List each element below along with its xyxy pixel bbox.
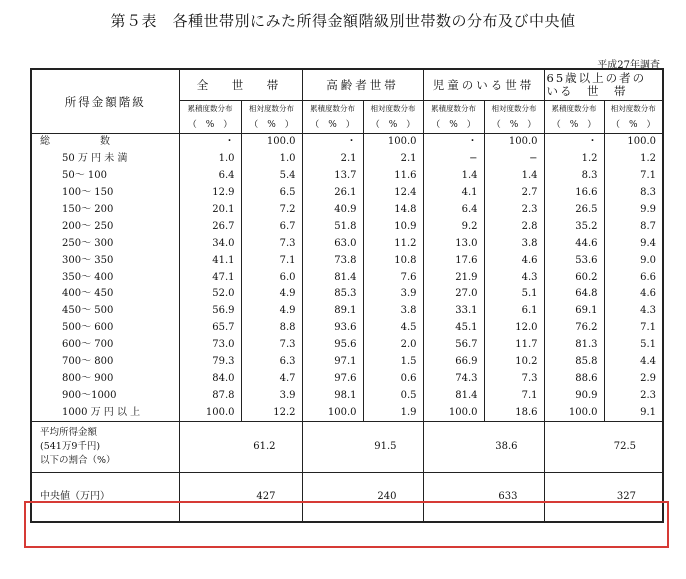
cell-value: 4.7 — [241, 370, 302, 387]
cell-value: ・ — [423, 134, 484, 151]
cell-value: ・ — [544, 134, 604, 151]
row-label: 350〜 400 — [31, 269, 179, 286]
cell-value: 26.5 — [544, 202, 604, 219]
cell-value: 6.1 — [484, 303, 544, 320]
cell-value: 26.7 — [179, 218, 241, 235]
cell-value: 5.1 — [484, 286, 544, 303]
cell-value: 69.1 — [544, 303, 604, 320]
cell-value: 88.6 — [544, 370, 604, 387]
cell-value: 100.0 — [363, 134, 423, 151]
cell-value: 84.0 — [179, 370, 241, 387]
row-label: 150〜 200 — [31, 202, 179, 219]
cell-value: 12.0 — [484, 320, 544, 337]
cell-value: 7.1 — [484, 387, 544, 404]
row-label: 1000 万 円 以 上 — [31, 404, 179, 421]
cell-value: 1.2 — [544, 151, 604, 168]
cell-value: 41.1 — [179, 252, 241, 269]
cell-value: 7.1 — [604, 320, 663, 337]
table-row — [31, 370, 663, 387]
cell-value: 8.3 — [604, 185, 663, 202]
cell-value: 93.6 — [302, 320, 363, 337]
table-row — [31, 252, 663, 269]
row-label: 600〜 700 — [31, 337, 179, 354]
cell-value: 97.1 — [302, 354, 363, 371]
average-value-child: 38.6 — [423, 422, 544, 473]
table-row — [31, 235, 663, 252]
cell-value: 3.8 — [363, 303, 423, 320]
cell-value: 1.9 — [363, 404, 423, 421]
median-label: 中央値（万円） — [31, 473, 179, 523]
cell-value: 13.0 — [423, 235, 484, 252]
median-row — [31, 473, 663, 523]
unit-label: （ % ） — [544, 117, 604, 134]
average-label: 平均所得金額 (541万9千円) 以下の割合（%） — [31, 422, 179, 473]
cell-value: 4.6 — [604, 286, 663, 303]
group-elderly-households: 高齢者世帯 — [302, 69, 423, 101]
table-row — [31, 168, 663, 185]
cell-value: 90.9 — [544, 387, 604, 404]
cell-value: 18.6 — [484, 404, 544, 421]
cell-value: 100.0 — [604, 134, 663, 151]
cell-value: 9.2 — [423, 218, 484, 235]
average-value-all: 61.2 — [179, 422, 302, 473]
cell-value: 66.9 — [423, 354, 484, 371]
subheader-cum: 累積度数分布 — [544, 101, 604, 118]
median-value-all: 427 — [179, 473, 302, 523]
cell-value: 11.6 — [363, 168, 423, 185]
row-label: 900〜1000 — [31, 387, 179, 404]
cell-value: 81.4 — [423, 387, 484, 404]
cell-value: 1.4 — [484, 168, 544, 185]
median-value-elderly: 240 — [302, 473, 423, 523]
subheader-rel: 相対度数分布 — [363, 101, 423, 118]
cell-value: 10.9 — [363, 218, 423, 235]
table-row — [31, 218, 663, 235]
row-label: 400〜 450 — [31, 286, 179, 303]
cell-value: 73.0 — [179, 337, 241, 354]
cell-value: 7.3 — [241, 337, 302, 354]
cell-value: 26.1 — [302, 185, 363, 202]
cell-value: 100.0 — [544, 404, 604, 421]
cell-value: 12.2 — [241, 404, 302, 421]
table-row — [31, 404, 663, 421]
table-row — [31, 303, 663, 320]
subheader-cum: 累積度数分布 — [302, 101, 363, 118]
cell-value: 7.1 — [241, 252, 302, 269]
cell-value: 6.0 — [241, 269, 302, 286]
cell-value: 11.7 — [484, 337, 544, 354]
row-label: 800〜 900 — [31, 370, 179, 387]
row-label: 50 万 円 未 満 — [31, 151, 179, 168]
cell-value: 56.9 — [179, 303, 241, 320]
subheader-cum: 累積度数分布 — [423, 101, 484, 118]
cell-value: 27.0 — [423, 286, 484, 303]
cell-value: 87.8 — [179, 387, 241, 404]
row-label: 100〜 150 — [31, 185, 179, 202]
cell-value: 12.4 — [363, 185, 423, 202]
table-row — [31, 320, 663, 337]
subheader-rel: 相対度数分布 — [604, 101, 663, 118]
cell-value: 7.6 — [363, 269, 423, 286]
cell-value: 97.6 — [302, 370, 363, 387]
survey-year: 平成27年調査 — [597, 60, 660, 71]
row-label: 200〜 250 — [31, 218, 179, 235]
cell-value: 8.3 — [544, 168, 604, 185]
cell-value: 11.2 — [363, 235, 423, 252]
unit-label: （ % ） — [484, 117, 544, 134]
cell-value: 81.3 — [544, 337, 604, 354]
cell-value: 4.5 — [363, 320, 423, 337]
unit-label: （ % ） — [302, 117, 363, 134]
cell-value: 4.1 — [423, 185, 484, 202]
table-row — [31, 387, 663, 404]
cell-value: 2.3 — [484, 202, 544, 219]
cell-value: − — [484, 151, 544, 168]
cell-value: 5.1 — [604, 337, 663, 354]
subheader-cum: 累積度数分布 — [179, 101, 241, 118]
cell-value: 85.3 — [302, 286, 363, 303]
cell-value: 34.0 — [179, 235, 241, 252]
cell-value: 7.3 — [484, 370, 544, 387]
cell-value: 3.8 — [484, 235, 544, 252]
cell-value: 21.9 — [423, 269, 484, 286]
cell-value: 81.4 — [302, 269, 363, 286]
median-value-65plus: 327 — [544, 473, 663, 523]
cell-value: 9.0 — [604, 252, 663, 269]
cell-value: 2.0 — [363, 337, 423, 354]
cell-value: ・ — [179, 134, 241, 151]
cell-value: 4.3 — [604, 303, 663, 320]
cell-value: 1.4 — [423, 168, 484, 185]
subheader-rel: 相対度数分布 — [241, 101, 302, 118]
cell-value: 98.1 — [302, 387, 363, 404]
cell-value: 53.6 — [544, 252, 604, 269]
row-label: 700〜 800 — [31, 354, 179, 371]
cell-value: 79.3 — [179, 354, 241, 371]
row-label: 300〜 350 — [31, 252, 179, 269]
cell-value: 100.0 — [484, 134, 544, 151]
cell-value: 64.8 — [544, 286, 604, 303]
cell-value: 9.4 — [604, 235, 663, 252]
row-label: 250〜 300 — [31, 235, 179, 252]
cell-value: 35.2 — [544, 218, 604, 235]
row-label: 総 数 — [31, 134, 179, 151]
cell-value: 4.9 — [241, 303, 302, 320]
table-row — [31, 134, 663, 151]
cell-value: 2.1 — [302, 151, 363, 168]
median-value-child: 633 — [423, 473, 544, 523]
cell-value: 60.2 — [544, 269, 604, 286]
cell-value: 0.6 — [363, 370, 423, 387]
unit-label: （ % ） — [423, 117, 484, 134]
cell-value: 10.8 — [363, 252, 423, 269]
cell-value: 51.8 — [302, 218, 363, 235]
cell-value: 2.9 — [604, 370, 663, 387]
cell-value: 73.8 — [302, 252, 363, 269]
table-row — [31, 286, 663, 303]
cell-value: 3.9 — [241, 387, 302, 404]
cell-value: 85.8 — [544, 354, 604, 371]
cell-value: 56.7 — [423, 337, 484, 354]
cell-value: 4.3 — [484, 269, 544, 286]
cell-value: 1.0 — [179, 151, 241, 168]
cell-value: 7.1 — [604, 168, 663, 185]
subheader-rel: 相対度数分布 — [484, 101, 544, 118]
average-row — [31, 422, 663, 473]
cell-value: 17.6 — [423, 252, 484, 269]
average-value-elderly: 91.5 — [302, 422, 423, 473]
cell-value: 7.2 — [241, 202, 302, 219]
cell-value: 9.9 — [604, 202, 663, 219]
table-row — [31, 269, 663, 286]
cell-value: 100.0 — [241, 134, 302, 151]
unit-label: （ % ） — [179, 117, 241, 134]
row-label: 50〜 100 — [31, 168, 179, 185]
cell-value: 52.0 — [179, 286, 241, 303]
cell-value: 4.6 — [484, 252, 544, 269]
table-row — [31, 185, 663, 202]
cell-value: 6.4 — [179, 168, 241, 185]
cell-value: 7.3 — [241, 235, 302, 252]
row-label: 500〜 600 — [31, 320, 179, 337]
cell-value: 100.0 — [179, 404, 241, 421]
cell-value: 100.0 — [302, 404, 363, 421]
cell-value: 1.5 — [363, 354, 423, 371]
cell-value: 6.4 — [423, 202, 484, 219]
cell-value: 1.2 — [604, 151, 663, 168]
cell-value: 6.3 — [241, 354, 302, 371]
income-distribution-table — [30, 68, 664, 523]
cell-value: − — [423, 151, 484, 168]
cell-value: 44.6 — [544, 235, 604, 252]
cell-value: 0.5 — [363, 387, 423, 404]
unit-label: （ % ） — [604, 117, 663, 134]
cell-value: 2.1 — [363, 151, 423, 168]
cell-value: 13.7 — [302, 168, 363, 185]
table-row — [31, 151, 663, 168]
cell-value: 100.0 — [423, 404, 484, 421]
cell-value: 6.6 — [604, 269, 663, 286]
cell-value: 12.9 — [179, 185, 241, 202]
cell-value: 65.7 — [179, 320, 241, 337]
cell-value: 45.1 — [423, 320, 484, 337]
cell-value: 89.1 — [302, 303, 363, 320]
cell-value: 2.7 — [484, 185, 544, 202]
cell-value: 6.7 — [241, 218, 302, 235]
table-row — [31, 337, 663, 354]
group-all-households: 全 世 帯 — [179, 69, 302, 101]
cell-value: 63.0 — [302, 235, 363, 252]
cell-value: 76.2 — [544, 320, 604, 337]
cell-value: 4.9 — [241, 286, 302, 303]
cell-value: 6.5 — [241, 185, 302, 202]
row-label: 450〜 500 — [31, 303, 179, 320]
cell-value: 33.1 — [423, 303, 484, 320]
group-65-plus-households: 65歳以上の者の いる 世 帯 — [544, 69, 663, 101]
cell-value: 9.1 — [604, 404, 663, 421]
average-value-65plus: 72.5 — [544, 422, 663, 473]
cell-value: 47.1 — [179, 269, 241, 286]
cell-value: 95.6 — [302, 337, 363, 354]
cell-value: 5.4 — [241, 168, 302, 185]
unit-label: （ % ） — [241, 117, 302, 134]
cell-value: 10.2 — [484, 354, 544, 371]
cell-value: 4.4 — [604, 354, 663, 371]
cell-value: 16.6 — [544, 185, 604, 202]
cell-value: 2.3 — [604, 387, 663, 404]
cell-value: 3.9 — [363, 286, 423, 303]
table-title: 第５表 各種世帯別にみた所得金額階級別世帯数の分布及び中央値 — [110, 12, 576, 30]
cell-value: 8.7 — [604, 218, 663, 235]
table-row — [31, 354, 663, 371]
cell-value: 8.8 — [241, 320, 302, 337]
group-child-households: 児童のいる世帯 — [423, 69, 544, 101]
axis-header: 所得金額階級 — [31, 69, 179, 134]
table-row — [31, 202, 663, 219]
cell-value: 74.3 — [423, 370, 484, 387]
unit-label: （ % ） — [363, 117, 423, 134]
cell-value: 1.0 — [241, 151, 302, 168]
cell-value: 14.8 — [363, 202, 423, 219]
cell-value: ・ — [302, 134, 363, 151]
cell-value: 20.1 — [179, 202, 241, 219]
cell-value: 2.8 — [484, 218, 544, 235]
cell-value: 40.9 — [302, 202, 363, 219]
